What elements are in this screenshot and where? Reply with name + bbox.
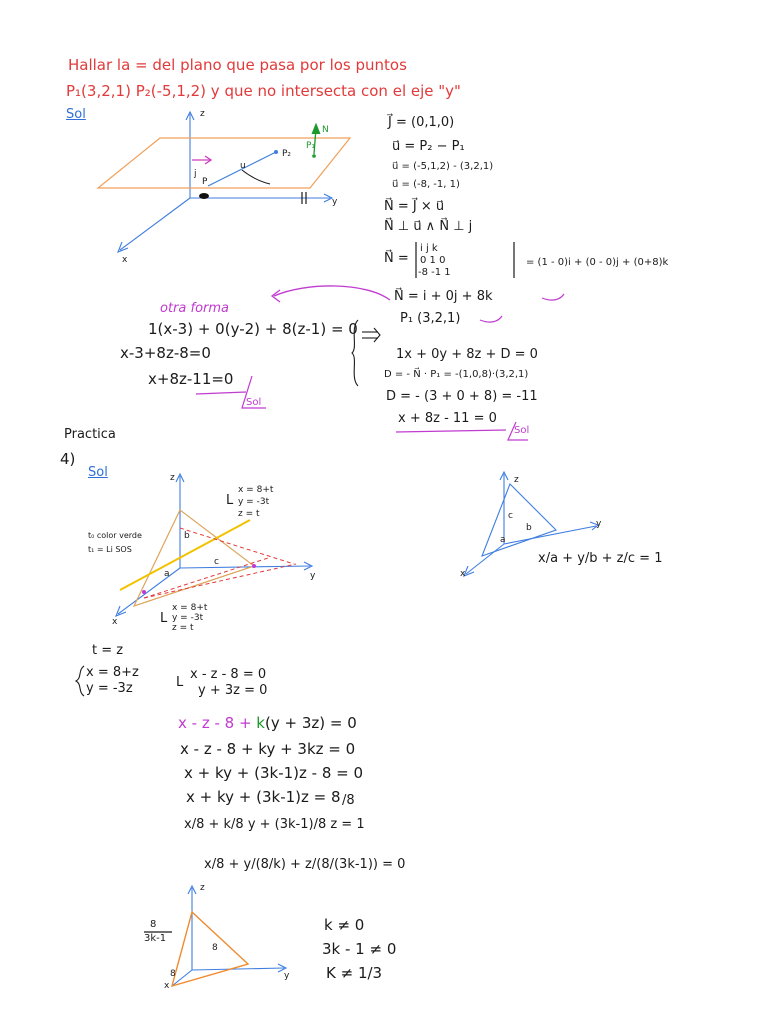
p1-point: P₁ (3,2,1) [400, 311, 461, 326]
rearranged-eq: x + ky + (3k-1)z = 8 [186, 788, 341, 806]
pencil-eq-second: (y + 3z) = 0 [264, 714, 357, 732]
green-plane-triangle [134, 510, 254, 606]
u-subtraction: u⃗ = (-5,1,2) - (3,2,1) [392, 161, 494, 172]
fig4-y-axis [192, 964, 286, 972]
vector-j [192, 156, 211, 164]
otra-eq3: x+8z-11=0 [148, 370, 234, 388]
det-row3: -8 -1 1 [418, 267, 451, 278]
orange-plane [134, 510, 254, 606]
fig2-c-label: c [214, 557, 219, 567]
sys1-y: y = -3z [86, 681, 133, 696]
sol-label-1: Sol [66, 107, 86, 122]
fig3-a-label: a [500, 535, 506, 545]
note-t0: t₀ color verde [88, 531, 142, 540]
dashed-red-3 [180, 528, 294, 564]
sys-bot-2: y = -3t [172, 613, 204, 623]
otra-eq2: x-3+8z-8=0 [120, 344, 211, 362]
fig3-z-label: z [514, 475, 519, 485]
fig4-y-label: y [284, 971, 290, 981]
sys2-a: x - z - 8 = 0 [190, 667, 267, 682]
sys-bot-1: x = 8+t [172, 603, 208, 613]
condition-k-nonzero: k ≠ 0 [324, 916, 365, 934]
u-result: u⃗ = (-8, -1, 1) [392, 179, 460, 190]
otra-underline [196, 374, 276, 414]
pencil-equation [178, 716, 357, 731]
grouped-eq: x + ky + (3k-1)z - 8 = 0 [184, 764, 364, 782]
y-axis [190, 192, 332, 204]
det-row2: 0 1 0 [420, 255, 446, 266]
fig3-b-label: b [526, 523, 532, 533]
det-label: N⃗ = [384, 251, 409, 266]
fig1-n-label: N [322, 125, 329, 135]
fig4-frac-num: 8 [150, 919, 157, 930]
sys1-x: x = 8+z [86, 665, 139, 680]
dashed-red-1 [144, 558, 268, 598]
otra-sol: Sol [246, 397, 262, 408]
fig1-j-label: j [194, 169, 197, 179]
point-c [252, 564, 256, 568]
canonical-eq: x/8 + y/(8/k) + z/(8/(3k-1)) = 0 [204, 857, 406, 872]
sys-top-3: z = t [238, 509, 260, 519]
otra-eq1: 1(x-3) + 0(y-2) + 8(z-1) = 0 [148, 320, 358, 338]
fig1-u-label: u [240, 161, 246, 171]
pencil-eq-k: k [256, 714, 265, 732]
fig4-inner-8b: 8 [170, 969, 176, 979]
fig1-p2-label: P₂ [282, 149, 292, 159]
fig2-z-axis [176, 474, 184, 568]
det-result: = (1 - 0)i + (0 - 0)j + (0+8)k [526, 257, 669, 268]
link-arrow [266, 282, 396, 312]
problem-statement-line2: P₁(3,2,1) P₂(-5,1,2) y que no intersecta con el eje "y" [66, 82, 461, 100]
sys2-b: y + 3z = 0 [198, 683, 268, 698]
implies-brace [348, 318, 388, 388]
fig3-x-axis [464, 544, 504, 576]
sys-top-2: y = -3t [238, 497, 270, 507]
sys-bot-L: L [160, 611, 168, 626]
pencil-eq-first: x - z - 8 + [178, 714, 257, 732]
z-axis [186, 112, 194, 198]
u-definition: u⃗ = P₂ − P₁ [392, 139, 465, 154]
fig3-y-label: y [596, 519, 602, 529]
final-plane: x + 8z - 11 = 0 [398, 411, 497, 426]
note-t1: t₁ = Li SOS [88, 545, 132, 554]
fig1-p-label: P [202, 177, 208, 187]
fig2-z-label: z [170, 473, 175, 483]
sys-bot-3: z = t [172, 623, 194, 633]
sys-top-1: x = 8+t [238, 485, 274, 495]
sys-top-L: L [226, 493, 234, 508]
d-value: D = - (3 + 0 + 8) = -11 [386, 389, 538, 404]
fig3-c-label: c [508, 511, 513, 521]
fig4-inner-8a: 8 [212, 943, 218, 953]
fig1-y-label: y [332, 197, 338, 207]
point-a [142, 590, 146, 594]
det-row1: i j k [420, 243, 438, 254]
fig1-z-label: z [200, 109, 205, 119]
problem-statement-line1: Hallar la = del plano que pasa por los puntos [68, 56, 407, 74]
fig2-b-label: b [184, 531, 190, 541]
divided-eq: x/8 + k/8 y + (3k-1)/8 z = 1 [184, 817, 365, 832]
fig4-z-label: z [200, 883, 205, 893]
fig2-a-label: a [164, 569, 170, 579]
condition-3k-1: 3k - 1 ≠ 0 [322, 940, 397, 958]
check-marks [540, 292, 600, 326]
fig2-x-label: x [112, 617, 118, 627]
divide-by-8: /8 [342, 793, 355, 808]
j-vector: J⃗ = (0,1,0) [388, 115, 455, 130]
t-equals-z: t = z [92, 643, 124, 658]
final-figure [160, 882, 300, 992]
x-axis [118, 198, 190, 252]
expanded-eq: x - z - 8 + ky + 3kz = 0 [180, 740, 356, 758]
n-perpendicular: N⃗ ⊥ u⃗ ∧ N⃗ ⊥ j [384, 219, 473, 234]
plane-figure [90, 108, 370, 268]
fig1-p1-label: P₁ [306, 141, 316, 151]
final-sol: Sol [514, 425, 530, 436]
fig4-z-axis [188, 886, 196, 970]
sys2-L: L [176, 675, 184, 690]
d-formula: D = - N⃗ · P₁ = -(1,0,8)·(3,2,1) [384, 369, 529, 380]
fig1-x-label: x [122, 255, 128, 265]
practica-title: Practica [64, 427, 116, 442]
problem-number: 4) [60, 450, 76, 468]
origin-point [199, 193, 209, 199]
fig3-triangle [482, 484, 556, 556]
fig4-frac-den: 3k-1 [144, 933, 167, 944]
intercept-figure [104, 468, 334, 628]
fig2-y-label: y [310, 571, 316, 581]
fig4-x-label: x [164, 981, 170, 991]
sol-label-2: Sol [88, 465, 108, 480]
intercept-equation: x/a + y/b + z/c = 1 [538, 551, 663, 566]
plane-general: 1x + 0y + 8z + D = 0 [396, 347, 538, 362]
n-result: N⃗ = i + 0j + 8k [394, 289, 493, 304]
n-cross-product: N⃗ = J⃗ × u⃗ [384, 199, 445, 214]
condition-k-not-third: K ≠ 1/3 [326, 964, 383, 982]
fig3-x-label: x [460, 569, 466, 579]
fig4-triangle [172, 912, 248, 986]
otra-forma-title: otra forma [160, 301, 229, 316]
